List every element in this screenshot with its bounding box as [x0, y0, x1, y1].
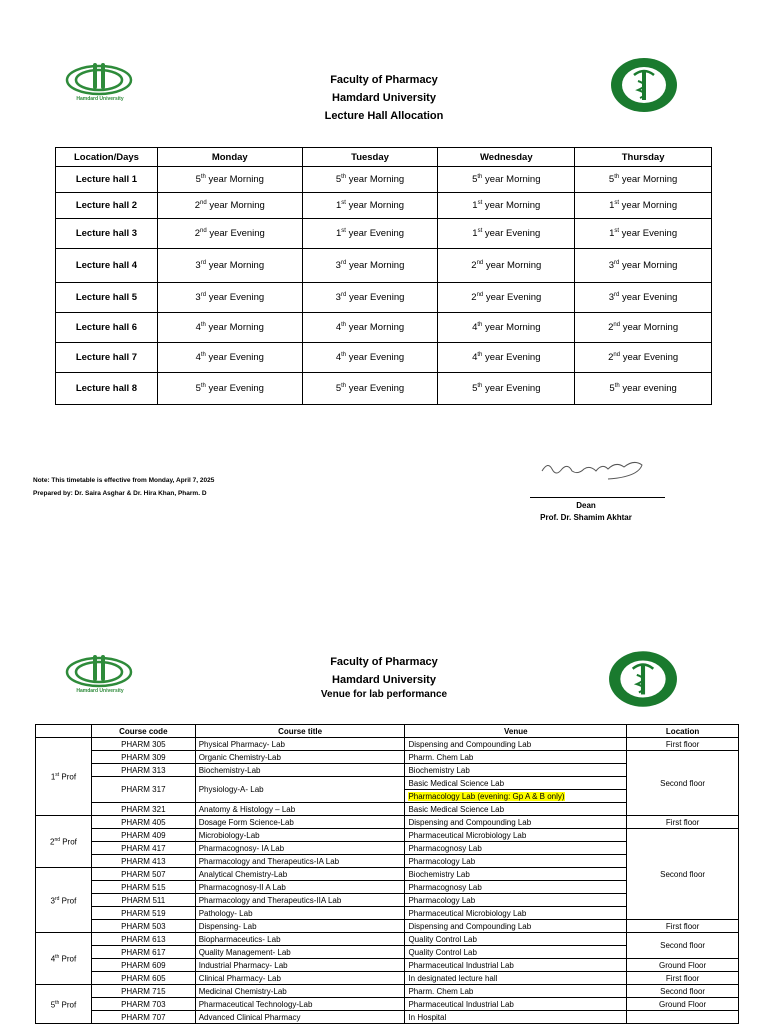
venue: Quality Control Lab [405, 946, 627, 959]
table-row [56, 193, 712, 219]
table-row [56, 249, 712, 283]
course-code: PHARM 707 [91, 1011, 195, 1024]
lab-venue-table [35, 724, 739, 1024]
allocation-cell: 5th year Morning [438, 167, 575, 193]
course-title: Industrial Pharmacy- Lab [195, 959, 405, 972]
course-title: Pathology- Lab [195, 907, 405, 920]
venue: Pharmaceutical Industrial Lab [405, 998, 627, 1011]
location-cell: Lecture hall 3 [56, 219, 158, 249]
venue: Biochemistry Lab [405, 868, 627, 881]
allocation-cell: 1st year Morning [302, 193, 438, 219]
dean-name: Prof. Dr. Shamim Akhtar [540, 513, 632, 522]
allocation-cell: 1st year Morning [575, 193, 712, 219]
location: First floor [627, 816, 739, 829]
course-code: PHARM 507 [91, 868, 195, 881]
allocation-cell: 5th year Evening [438, 373, 575, 405]
allocation-cell: 4th year Evening [157, 343, 302, 373]
location: Second floor [627, 985, 739, 998]
course-code: PHARM 617 [91, 946, 195, 959]
table-row [36, 738, 739, 751]
table-row [56, 283, 712, 313]
venue: Pharmaceutical Microbiology Lab [405, 829, 627, 842]
course-code: PHARM 305 [91, 738, 195, 751]
allocation-cell: 4th year Morning [157, 313, 302, 343]
table-row [36, 920, 739, 933]
venue: Pharmacognosy Lab [405, 842, 627, 855]
venue: Basic Medical Science Lab [405, 777, 627, 790]
course-title: Analytical Chemistry-Lab [195, 868, 405, 881]
course-code: PHARM 609 [91, 959, 195, 972]
table-header-row [56, 148, 712, 167]
location: Second floor [627, 751, 739, 816]
allocation-cell: 3rd year Morning [157, 249, 302, 283]
course-code: PHARM 511 [91, 894, 195, 907]
lab-venue-title: Venue for lab performance [320, 689, 448, 700]
course-title: Organic Chemistry-Lab [195, 751, 405, 764]
location: Ground Floor [627, 998, 739, 1011]
document-title: Lecture Hall Allocation [324, 110, 444, 122]
allocation-cell: 1st year Evening [438, 219, 575, 249]
column-header: Location/Days [56, 148, 158, 167]
location-cell: Lecture hall 2 [56, 193, 158, 219]
course-title: Pharmacology and Therapeutics-IA Lab [195, 855, 405, 868]
column-header: Venue [405, 725, 627, 738]
course-code: PHARM 417 [91, 842, 195, 855]
location [627, 1011, 739, 1024]
course-code: PHARM 321 [91, 803, 195, 816]
group-label: 4th Prof [36, 933, 92, 985]
allocation-cell: 2nd year Evening [575, 343, 712, 373]
allocation-cell: 5th year Morning [302, 167, 438, 193]
venue: Dispensing and Compounding Lab [405, 920, 627, 933]
table-row [36, 959, 739, 972]
location-cell: Lecture hall 1 [56, 167, 158, 193]
location: Second floor [627, 933, 739, 959]
venue: In Hospital [405, 1011, 627, 1024]
group-label: 2nd Prof [36, 816, 92, 868]
logo-text: Hamdard University [76, 96, 124, 102]
allocation-cell: 5th year Morning [575, 167, 712, 193]
course-title: Advanced Clinical Pharmacy [195, 1011, 405, 1024]
venue: Dispensing and Compounding Lab [405, 738, 627, 751]
table-row [36, 816, 739, 829]
lecture-hall-table [55, 147, 712, 405]
signature-icon [538, 455, 648, 485]
course-title: Medicinal Chemistry-Lab [195, 985, 405, 998]
allocation-cell: 4th year Morning [438, 313, 575, 343]
allocation-cell: 2nd year Morning [575, 313, 712, 343]
course-title: Physiology-A- Lab [195, 777, 405, 803]
course-title: Pharmacology and Therapeutics-IIA Lab [195, 894, 405, 907]
course-code: PHARM 715 [91, 985, 195, 998]
venue: Pharmacology Lab [405, 855, 627, 868]
allocation-cell: 5th year Evening [157, 373, 302, 405]
table-row [36, 829, 739, 842]
course-title: Dosage Form Science-Lab [195, 816, 405, 829]
venue: Pharmaceutical Microbiology Lab [405, 907, 627, 920]
column-header: Course title [195, 725, 405, 738]
allocation-cell: 1st year Evening [302, 219, 438, 249]
allocation-cell: 3rd year Evening [302, 283, 438, 313]
course-code: PHARM 409 [91, 829, 195, 842]
course-code: PHARM 313 [91, 764, 195, 777]
course-title: Pharmacognosy-II A Lab [195, 881, 405, 894]
dean-signature [538, 455, 648, 485]
course-code: PHARM 519 [91, 907, 195, 920]
allocation-cell: 5th year Evening [302, 373, 438, 405]
column-header: Monday [157, 148, 302, 167]
group-label: 1st Prof [36, 738, 92, 816]
faculty-title: Faculty of Pharmacy [330, 74, 438, 86]
course-code: PHARM 503 [91, 920, 195, 933]
university-title-2: Hamdard University [332, 674, 436, 686]
prepared-by-note: Prepared by: Dr. Saira Asghar & Dr. Hira Khan, Pharm. D [33, 490, 207, 497]
location-cell: Lecture hall 7 [56, 343, 158, 373]
column-header: Wednesday [438, 148, 575, 167]
table-row [36, 985, 739, 998]
allocation-cell: 4th year Morning [302, 313, 438, 343]
course-code: PHARM 515 [91, 881, 195, 894]
course-code: PHARM 613 [91, 933, 195, 946]
faculty-title-2: Faculty of Pharmacy [330, 656, 438, 668]
allocation-cell: 1st year Evening [575, 219, 712, 249]
allocation-cell: 2nd year Morning [438, 249, 575, 283]
group-label: 5th Prof [36, 985, 92, 1024]
course-title: Quality Management- Lab [195, 946, 405, 959]
location-cell: Lecture hall 6 [56, 313, 158, 343]
location: Second floor [627, 829, 739, 920]
table-row [56, 219, 712, 249]
course-code: PHARM 703 [91, 998, 195, 1011]
venue: Pharmacognosy Lab [405, 881, 627, 894]
course-title: Microbiology-Lab [195, 829, 405, 842]
location-cell: Lecture hall 8 [56, 373, 158, 405]
allocation-cell: 2nd year Evening [438, 283, 575, 313]
column-header: Thursday [575, 148, 712, 167]
course-title: Physical Pharmacy- Lab [195, 738, 405, 751]
table-row [36, 998, 739, 1011]
location-cell: Lecture hall 4 [56, 249, 158, 283]
venue-highlighted: Pharmacology Lab (evening: Gp A & B only) [405, 790, 627, 803]
university-title: Hamdard University [332, 92, 436, 104]
dean-label: Dean [576, 501, 596, 510]
allocation-cell: 2nd year Morning [157, 193, 302, 219]
signature-line [530, 497, 665, 498]
table-row [36, 933, 739, 946]
table-row [36, 1011, 739, 1024]
table-row [56, 343, 712, 373]
effective-date-note: Note: This timetable is effective from Monday, April 7, 2025 [33, 477, 215, 484]
venue: Biochemistry Lab [405, 764, 627, 777]
course-title: Anatomy & Histology – Lab [195, 803, 405, 816]
location: First floor [627, 920, 739, 933]
column-header [36, 725, 92, 738]
table-row [56, 373, 712, 405]
allocation-cell: 3rd year Evening [575, 283, 712, 313]
allocation-cell: 3rd year Evening [157, 283, 302, 313]
table-row [56, 313, 712, 343]
course-code: PHARM 309 [91, 751, 195, 764]
course-code: PHARM 405 [91, 816, 195, 829]
course-title: Biopharmaceutics- Lab [195, 933, 405, 946]
course-title: Pharmacognosy- IA Lab [195, 842, 405, 855]
column-header: Location [627, 725, 739, 738]
allocation-cell: 3rd year Morning [575, 249, 712, 283]
venue: Quality Control Lab [405, 933, 627, 946]
allocation-cell: 5th year evening [575, 373, 712, 405]
venue: Dispensing and Compounding Lab [405, 816, 627, 829]
course-code: PHARM 317 [91, 777, 195, 803]
allocation-cell: 1st year Morning [438, 193, 575, 219]
location: Ground Floor [627, 959, 739, 972]
column-header: Tuesday [302, 148, 438, 167]
location: First floor [627, 972, 739, 985]
venue: Pharmacology Lab [405, 894, 627, 907]
table-row [36, 972, 739, 985]
allocation-cell: 5th year Morning [157, 167, 302, 193]
location-cell: Lecture hall 5 [56, 283, 158, 313]
allocation-cell: 3rd year Morning [302, 249, 438, 283]
group-label: 3rd Prof [36, 868, 92, 933]
logo-text: Hamdard University [76, 688, 124, 694]
course-title: Pharmaceutical Technology-Lab [195, 998, 405, 1011]
course-code: PHARM 605 [91, 972, 195, 985]
venue: Pharm. Chem Lab [405, 985, 627, 998]
allocation-cell: 2nd year Evening [157, 219, 302, 249]
allocation-cell: 4th year Evening [302, 343, 438, 373]
venue: In designated lecture hall [405, 972, 627, 985]
allocation-cell: 4th year Evening [438, 343, 575, 373]
venue: Pharm. Chem Lab [405, 751, 627, 764]
table-header-row [36, 725, 739, 738]
column-header: Course code [91, 725, 195, 738]
location: First floor [627, 738, 739, 751]
table-row [36, 751, 739, 764]
course-title: Biochemistry-Lab [195, 764, 405, 777]
course-title: Clinical Pharmacy- Lab [195, 972, 405, 985]
venue: Pharmaceutical Industrial Lab [405, 959, 627, 972]
course-title: Dispensing- Lab [195, 920, 405, 933]
course-code: PHARM 413 [91, 855, 195, 868]
venue: Basic Medical Science Lab [405, 803, 627, 816]
table-row [56, 167, 712, 193]
